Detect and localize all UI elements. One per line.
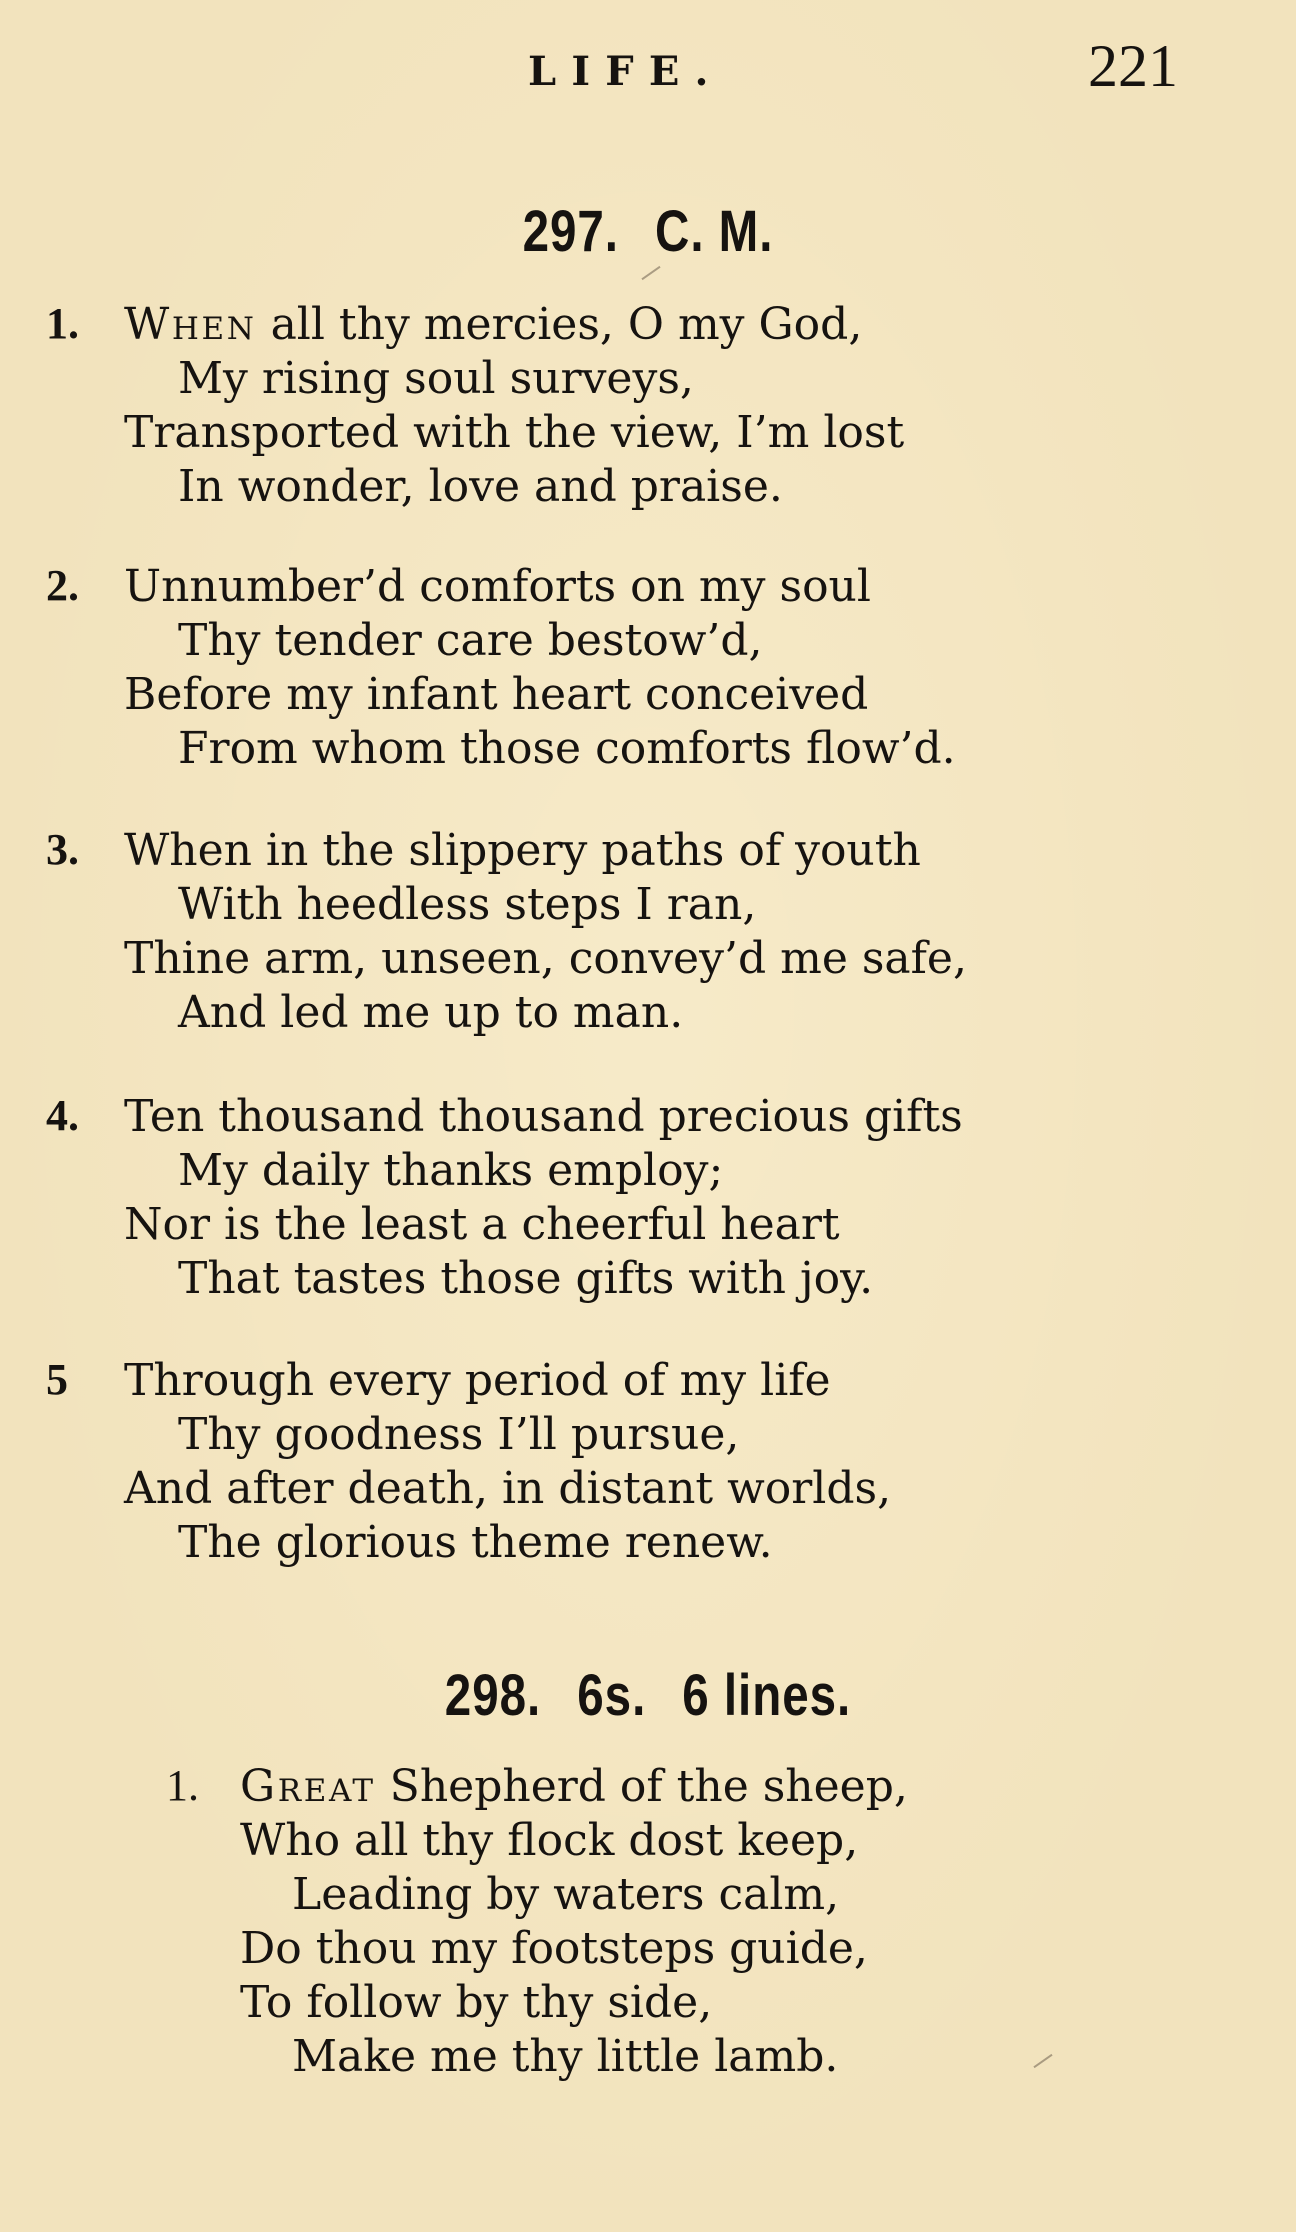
- stanza-number: 4.: [46, 1091, 79, 1140]
- hymn-meter: C. M.: [655, 199, 774, 264]
- stanza-line: Unnumber’d comforts on my soul: [124, 561, 871, 612]
- stanza-line: Thy tender care bestow’d,: [178, 615, 763, 666]
- hymn-number: 297.: [522, 199, 619, 264]
- stanza-line: When in the slippery paths of youth: [124, 825, 921, 876]
- first-word: When: [124, 299, 257, 350]
- stanza-number: 3.: [46, 825, 79, 874]
- stanza-line: In wonder, love and praise.: [178, 461, 783, 512]
- stanza-number: 1.: [46, 299, 79, 348]
- stanza-line: My daily thanks employ;: [178, 1145, 724, 1196]
- stanza-line: Nor is the least a cheerful heart: [124, 1199, 840, 1250]
- stanza-number: 2.: [46, 561, 79, 610]
- stanza-line: Transported with the view, I’m lost: [124, 407, 905, 458]
- stanza-line: Ten thousand thousand precious gifts: [124, 1091, 963, 1142]
- stanza-line: Before my infant heart conceived: [124, 669, 869, 720]
- stanza-line: Great Shepherd of the sheep,: [240, 1761, 908, 1812]
- first-word: Great: [240, 1761, 376, 1812]
- stanza-line: To follow by thy side,: [240, 1977, 713, 2028]
- stanza-line: Thy goodness I’ll pursue,: [178, 1409, 740, 1460]
- stanza-line: Make me thy little lamb.: [292, 2031, 839, 2082]
- stanza-number: 5: [46, 1355, 68, 1404]
- stanza-line: Do thou my footsteps guide,: [240, 1923, 868, 1974]
- stanza-line: Through every period of my life: [124, 1355, 831, 1406]
- hymn-meter: 6s.: [577, 1663, 647, 1728]
- stanza-line: That tastes those gifts with joy.: [178, 1253, 874, 1304]
- hymn-heading-298: [117, 1662, 1180, 1729]
- hymn-number: 298.: [444, 1663, 542, 1728]
- stanza-line: And led me up to man.: [178, 987, 684, 1038]
- print-mark: [1033, 2054, 1052, 2068]
- print-mark: [641, 266, 660, 280]
- stanza-line: Who all thy flock dost keep,: [240, 1815, 859, 1866]
- stanza-line: From whom those comforts flow’d.: [178, 723, 956, 774]
- stanza-line: My rising soul surveys,: [178, 353, 694, 404]
- hymn-heading-297: [117, 198, 1180, 265]
- page-header: [0, 28, 1296, 108]
- running-title: LIFE.: [528, 48, 724, 95]
- stanza-line: Leading by waters calm,: [292, 1869, 840, 1920]
- hymn-meter-extra: 6 lines.: [682, 1663, 852, 1728]
- stanza-line: Thine arm, unseen, convey’d me safe,: [124, 933, 967, 984]
- stanza-line: When all thy mercies, O my God,: [124, 299, 863, 350]
- page-number: 221: [1088, 33, 1178, 99]
- stanza-line: The glorious theme renew.: [178, 1517, 773, 1568]
- stanza-line: With heedless steps I ran,: [178, 879, 757, 930]
- stanza-number: 1.: [166, 1761, 199, 1810]
- stanza-line: And after death, in distant worlds,: [124, 1463, 892, 1514]
